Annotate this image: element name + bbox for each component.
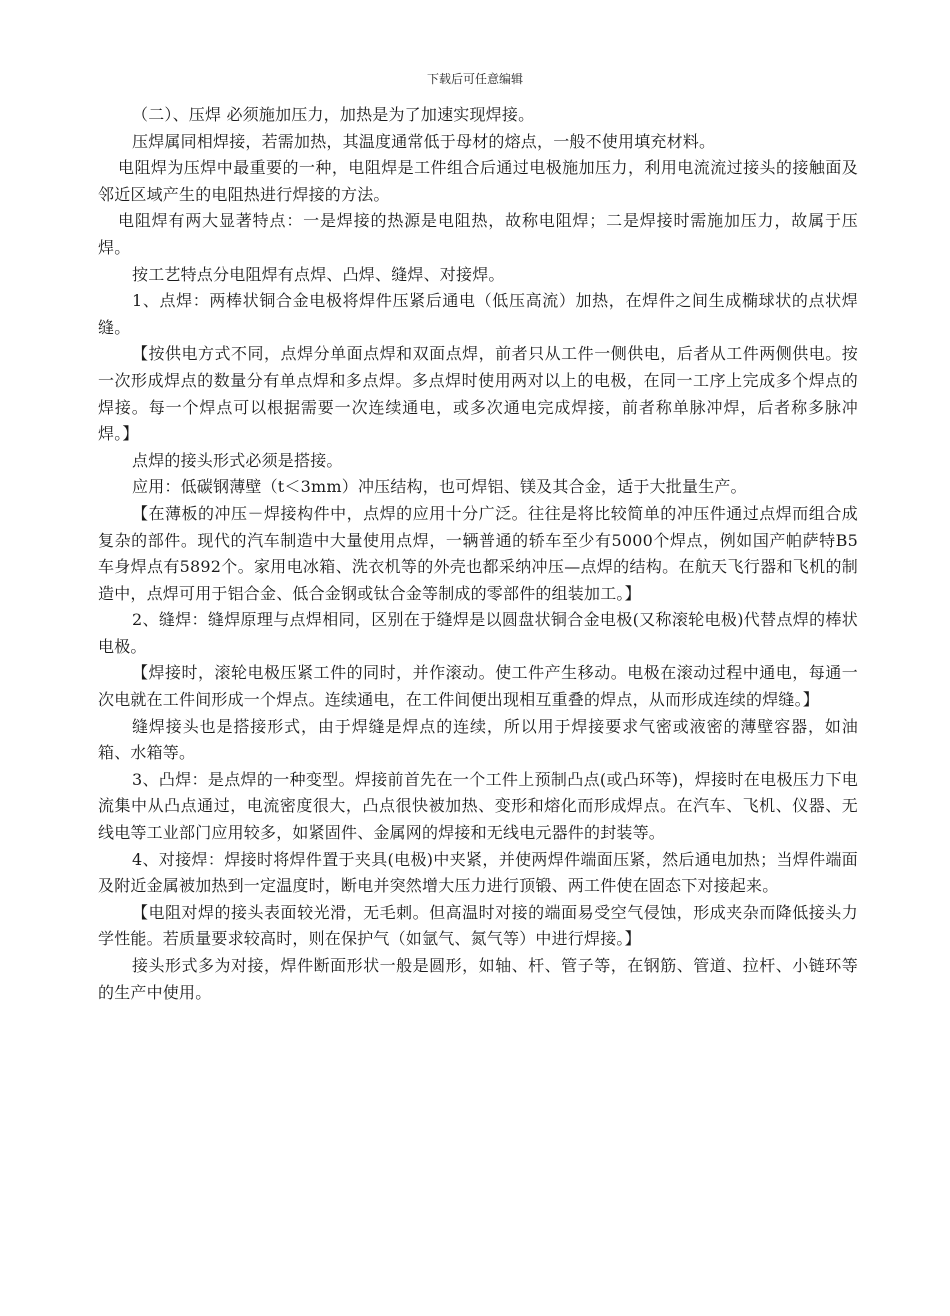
paragraph-seam-welding-process-note: 【焊接时，滚轮电极压紧工件的同时，并作滚动。使工件产生移动。电极在滚动过程中通电，每通一次电就在工件间形成一个焊点。连续通电，在工件间便出现相互重叠的焊点，从而形成连续的焊缝。】 xyxy=(98,663,858,710)
paragraph-seam-welding: 2、缝焊：缝焊原理与点焊相同，区别在于缝焊是以圆盘状铜合金电极(又称滚轮电极)代替点焊的棒状电极。 xyxy=(98,610,858,656)
paragraph-spot-welding-usage-note: 【在薄板的冲压－焊接构件中，点焊的应用十分广泛。往往是将比较简单的冲压件通过点焊而组合成复杂的部件。现代的汽车制造中大量使用点焊，一辆普通的轿车至少有5000个焊点，例如国产帕萨特B5车身焊点有5892个。家用电冰箱、洗衣机等的外壳也都采纳冲压—点焊的结构。在航天飞行器和飞机的制造中，点焊可用于铝合金、低合金钢或钛合金等制成的零部件的组装加工。】 xyxy=(98,503,858,603)
paragraph-pressure-welding-definition: 压焊属同相焊接，若需加热，其温度通常低于母材的熔点，一般不使用填充材料。 xyxy=(132,131,716,151)
paragraph-spot-welding: 1、点焊：两棒状铜合金电极将焊件压紧后通电（低压高流）加热，在焊件之间生成椭球状的点状焊缝。 xyxy=(98,291,858,337)
paragraph-spot-welding-application: 应用：低碳钢薄壁（t＜3mm）冲压结构，也可焊铝、镁及其合金，适于大批量生产。 xyxy=(132,477,747,497)
paragraph-resistance-welding-types: 按工艺特点分电阻焊有点焊、凸焊、缝焊、对接焊。 xyxy=(132,264,505,284)
paragraph-butt-welding: 4、对接焊：焊接时将焊件置于夹具(电极)中夹紧，并使两焊件端面压紧，然后通电加热；当焊件端面及附近金属被加热到一定温度时，断电并突然增大压力进行顶锻、两工件使在固态下对接起来。 xyxy=(98,849,858,896)
paragraph-seam-welding-joint: 缝焊接头也是搭接形式，由于焊缝是焊点的连续，所以用于焊接要求气密或液密的薄壁容器，如油箱、水箱等。 xyxy=(98,716,858,763)
paragraph-resistance-welding-features: 电阻焊有两大显著特点：一是焊接的热源是电阻热，故称电阻焊；二是焊接时需施加压力，故属于压焊。 xyxy=(98,211,858,257)
page-header: 下载后可任意编辑 xyxy=(426,72,523,86)
document-body xyxy=(98,102,858,1006)
paragraph-pressure-welding-heading: （二）、压焊 必须施加压力，加热是为了加速实现焊接。 xyxy=(132,105,535,124)
paragraph-spot-welding-supply-note: 【按供电方式不同，点焊分单面点焊和双面点焊，前者只从工件一侧供电，后者从工件两侧供电。按一次形成焊点的数量分有单点焊和多点焊。多点焊时使用两对以上的电极，在同一工序上完成多个焊点的焊接。每一个焊点可以根据需要一次连续通电，或多次通电完成焊接，前者称单脉冲焊，后者称多脉冲焊。】 xyxy=(98,344,858,444)
paragraph-resistance-welding-intro: 电阻焊为压焊中最重要的一种，电阻焊是工件组合后通过电极施加压力，利用电流流过接头的接触面及邻近区域产生的电阻热进行焊接的方法。 xyxy=(98,158,858,204)
paragraph-butt-welding-note: 【电阻对焊的接头表面较光滑，无毛刺。但高温时对接的端面易受空气侵蚀，形成夹杂而降低接头力学性能。若质量要求较高时，则在保护气（如氩气、氮气等）中进行焊接。】 xyxy=(98,902,858,949)
paragraph-butt-welding-joint: 接头形式多为对接，焊件断面形状一般是圆形，如轴、杆、管子等，在钢筋、管道、拉杆、小链环等的生产中使用。 xyxy=(98,956,858,1002)
paragraph-projection-welding: 3、凸焊：是点焊的一种变型。焊接前首先在一个工件上预制凸点(或凸环等)，焊接时在电极压力下电流集中从凸点通过，电流密度很大，凸点很快被加热、变形和熔化而形成焊点。在汽车、飞机、仪器、无线电等工业部门应用较多，如紧固件、金属网的焊接和无线电元器件的封装等。 xyxy=(98,769,858,843)
paragraph-spot-welding-joint: 点焊的接头形式必须是搭接。 xyxy=(132,450,343,470)
